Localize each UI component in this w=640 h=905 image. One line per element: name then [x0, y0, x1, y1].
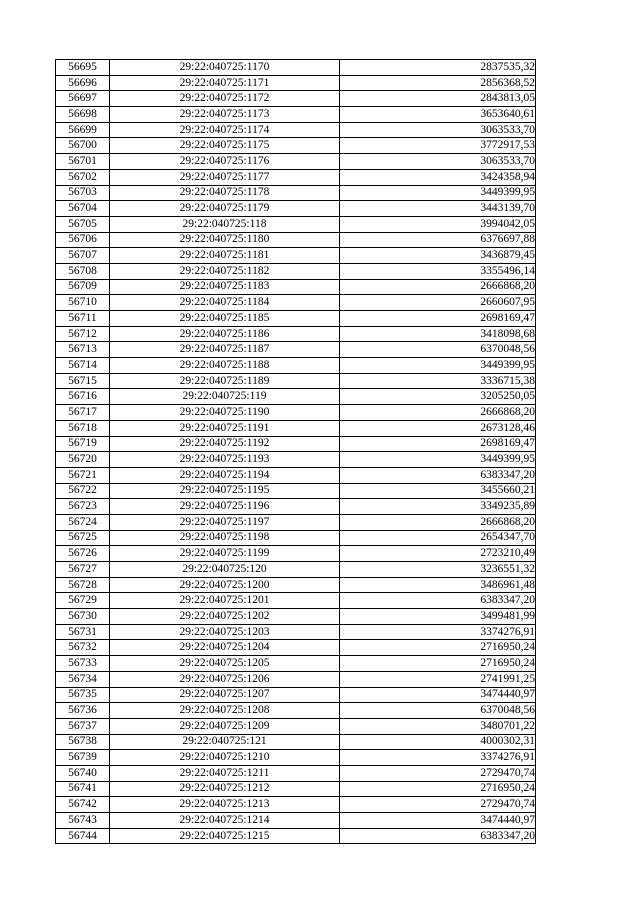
cadastral-number-cell: 29:22:040725:1212: [110, 781, 340, 797]
table-row: [56, 656, 536, 672]
cadastral-number-cell: 29:22:040725:1208: [110, 703, 340, 719]
cadastral-number-cell: 29:22:040725:120: [110, 562, 340, 578]
value-cell: 2654347,70: [340, 530, 536, 546]
row-number-cell: 56732: [56, 640, 110, 656]
row-number-cell: 56706: [56, 232, 110, 248]
cadastral-number-cell: 29:22:040725:1198: [110, 530, 340, 546]
value-cell: 2856368,52: [340, 75, 536, 91]
value-cell: 3205250,05: [340, 389, 536, 405]
row-number-cell: 56708: [56, 263, 110, 279]
table-row: [56, 640, 536, 656]
value-cell: 6383347,20: [340, 593, 536, 609]
cadastral-number-cell: 29:22:040725:1195: [110, 483, 340, 499]
table-row: [56, 499, 536, 515]
row-number-cell: 56701: [56, 154, 110, 170]
table-row: [56, 436, 536, 452]
value-cell: 3474440,97: [340, 813, 536, 829]
cadastral-number-cell: 29:22:040725:1173: [110, 107, 340, 123]
cadastral-number-cell: 29:22:040725:1201: [110, 593, 340, 609]
cadastral-number-cell: 29:22:040725:1177: [110, 169, 340, 185]
cadastral-number-cell: 29:22:040725:1192: [110, 436, 340, 452]
row-number-cell: 56695: [56, 60, 110, 76]
value-cell: 2666868,20: [340, 405, 536, 421]
value-cell: 3349235,89: [340, 499, 536, 515]
table-row: [56, 514, 536, 530]
row-number-cell: 56740: [56, 765, 110, 781]
row-number-cell: 56723: [56, 499, 110, 515]
row-number-cell: 56697: [56, 91, 110, 107]
cadastral-number-cell: 29:22:040725:1199: [110, 546, 340, 562]
cadastral-number-cell: 29:22:040725:1205: [110, 656, 340, 672]
table-row: [56, 248, 536, 264]
value-cell: 3443139,70: [340, 201, 536, 217]
table-row: [56, 60, 536, 76]
table-row: [56, 138, 536, 154]
cadastral-number-cell: 29:22:040725:1171: [110, 75, 340, 91]
cadastral-number-cell: 29:22:040725:1214: [110, 813, 340, 829]
row-number-cell: 56738: [56, 734, 110, 750]
value-cell: 3418098,68: [340, 326, 536, 342]
row-number-cell: 56737: [56, 718, 110, 734]
value-cell: 6383347,20: [340, 467, 536, 483]
value-cell: 2843813,05: [340, 91, 536, 107]
table-row: [56, 624, 536, 640]
row-number-cell: 56700: [56, 138, 110, 154]
cadastral-number-cell: 29:22:040725:1202: [110, 609, 340, 625]
table-row: [56, 609, 536, 625]
cadastral-number-cell: 29:22:040725:1204: [110, 640, 340, 656]
table-row: [56, 216, 536, 232]
table-row: [56, 311, 536, 327]
table-row: [56, 185, 536, 201]
table-row: [56, 734, 536, 750]
row-number-cell: 56742: [56, 797, 110, 813]
row-number-cell: 56715: [56, 373, 110, 389]
value-cell: 3355496,14: [340, 263, 536, 279]
table-row: [56, 169, 536, 185]
row-number-cell: 56707: [56, 248, 110, 264]
value-cell: 2698169,47: [340, 436, 536, 452]
value-cell: 2716950,24: [340, 656, 536, 672]
cadastral-number-cell: 29:22:040725:1178: [110, 185, 340, 201]
cadastral-number-cell: 29:22:040725:1174: [110, 122, 340, 138]
value-cell: 3455660,21: [340, 483, 536, 499]
table-row: [56, 279, 536, 295]
table-row: [56, 420, 536, 436]
row-number-cell: 56733: [56, 656, 110, 672]
row-number-cell: 56696: [56, 75, 110, 91]
value-cell: 3653640,61: [340, 107, 536, 123]
row-number-cell: 56724: [56, 514, 110, 530]
table-row: [56, 154, 536, 170]
cadastral-number-cell: 29:22:040725:1184: [110, 295, 340, 311]
cadastral-number-cell: 29:22:040725:1179: [110, 201, 340, 217]
value-cell: 2729470,74: [340, 797, 536, 813]
table-row: [56, 562, 536, 578]
cadastral-number-cell: 29:22:040725:1193: [110, 452, 340, 468]
row-number-cell: 56729: [56, 593, 110, 609]
table-row: [56, 91, 536, 107]
table-row: [56, 577, 536, 593]
value-cell: 3449399,95: [340, 358, 536, 374]
cadastral-number-cell: 29:22:040725:1188: [110, 358, 340, 374]
table-row: [56, 703, 536, 719]
table-row: [56, 405, 536, 421]
value-cell: 3436879,45: [340, 248, 536, 264]
row-number-cell: 56727: [56, 562, 110, 578]
row-number-cell: 56698: [56, 107, 110, 123]
cadastral-number-cell: 29:22:040725:1206: [110, 671, 340, 687]
table-row: [56, 718, 536, 734]
row-number-cell: 56709: [56, 279, 110, 295]
cadastral-number-cell: 29:22:040725:1209: [110, 718, 340, 734]
cadastral-number-cell: 29:22:040725:121: [110, 734, 340, 750]
cadastral-number-cell: 29:22:040725:1197: [110, 514, 340, 530]
cadastral-number-cell: 29:22:040725:1194: [110, 467, 340, 483]
cadastral-number-cell: 29:22:040725:1180: [110, 232, 340, 248]
row-number-cell: 56743: [56, 813, 110, 829]
row-number-cell: 56716: [56, 389, 110, 405]
row-number-cell: 56736: [56, 703, 110, 719]
cadastral-number-cell: 29:22:040725:1181: [110, 248, 340, 264]
value-cell: 4000302,31: [340, 734, 536, 750]
table-row: [56, 201, 536, 217]
value-cell: 2666868,20: [340, 514, 536, 530]
table-row: [56, 750, 536, 766]
row-number-cell: 56722: [56, 483, 110, 499]
cadastral-number-cell: 29:22:040725:1175: [110, 138, 340, 154]
value-cell: 3449399,95: [340, 185, 536, 201]
row-number-cell: 56731: [56, 624, 110, 640]
row-number-cell: 56711: [56, 311, 110, 327]
table-row: [56, 593, 536, 609]
table-row: [56, 342, 536, 358]
value-cell: 2698169,47: [340, 311, 536, 327]
value-cell: 6370048,56: [340, 703, 536, 719]
table-row: [56, 75, 536, 91]
row-number-cell: 56726: [56, 546, 110, 562]
cadastral-number-cell: 29:22:040725:1211: [110, 765, 340, 781]
table-row: [56, 687, 536, 703]
value-cell: 3772917,53: [340, 138, 536, 154]
cadastral-number-cell: 29:22:040725:1189: [110, 373, 340, 389]
cadastral-number-cell: 29:22:040725:1182: [110, 263, 340, 279]
value-cell: 3499481,99: [340, 609, 536, 625]
value-cell: 2716950,24: [340, 640, 536, 656]
cadastral-number-cell: 29:22:040725:1203: [110, 624, 340, 640]
row-number-cell: 56720: [56, 452, 110, 468]
row-number-cell: 56725: [56, 530, 110, 546]
table-row: [56, 765, 536, 781]
cadastral-number-cell: 29:22:040725:1176: [110, 154, 340, 170]
cadastral-number-cell: 29:22:040725:1200: [110, 577, 340, 593]
row-number-cell: 56730: [56, 609, 110, 625]
cadastral-number-cell: 29:22:040725:1210: [110, 750, 340, 766]
table-row: [56, 483, 536, 499]
row-number-cell: 56718: [56, 420, 110, 436]
value-cell: 6370048,56: [340, 342, 536, 358]
value-cell: 3063533,70: [340, 154, 536, 170]
row-number-cell: 56744: [56, 828, 110, 844]
value-cell: 6376697,88: [340, 232, 536, 248]
table-row: [56, 295, 536, 311]
value-cell: 3486961,48: [340, 577, 536, 593]
table-row: [56, 671, 536, 687]
row-number-cell: 56717: [56, 405, 110, 421]
value-cell: 2729470,74: [340, 765, 536, 781]
row-number-cell: 56741: [56, 781, 110, 797]
table-body: [56, 60, 536, 844]
row-number-cell: 56719: [56, 436, 110, 452]
value-cell: 2660607,95: [340, 295, 536, 311]
value-cell: 2716950,24: [340, 781, 536, 797]
cadastral-number-cell: 29:22:040725:1187: [110, 342, 340, 358]
row-number-cell: 56702: [56, 169, 110, 185]
value-cell: 3374276,91: [340, 624, 536, 640]
value-cell: 3474440,97: [340, 687, 536, 703]
table-row: [56, 797, 536, 813]
row-number-cell: 56739: [56, 750, 110, 766]
row-number-cell: 56710: [56, 295, 110, 311]
cadastral-number-cell: 29:22:040725:1215: [110, 828, 340, 844]
value-cell: 3449399,95: [340, 452, 536, 468]
value-cell: 2673128,46: [340, 420, 536, 436]
table-row: [56, 232, 536, 248]
table-row: [56, 781, 536, 797]
row-number-cell: 56714: [56, 358, 110, 374]
cadastral-number-cell: 29:22:040725:1183: [110, 279, 340, 295]
value-cell: 3063533,70: [340, 122, 536, 138]
cadastral-number-cell: 29:22:040725:118: [110, 216, 340, 232]
table-row: [56, 373, 536, 389]
table-row: [56, 813, 536, 829]
row-number-cell: 56721: [56, 467, 110, 483]
table-row: [56, 452, 536, 468]
cadastral-value-table: [55, 59, 536, 844]
row-number-cell: 56699: [56, 122, 110, 138]
table-row: [56, 263, 536, 279]
cadastral-number-cell: 29:22:040725:1196: [110, 499, 340, 515]
value-cell: 3374276,91: [340, 750, 536, 766]
cadastral-number-cell: 29:22:040725:1207: [110, 687, 340, 703]
table-row: [56, 358, 536, 374]
value-cell: 3236551,32: [340, 562, 536, 578]
row-number-cell: 56704: [56, 201, 110, 217]
value-cell: 3424358,94: [340, 169, 536, 185]
row-number-cell: 56712: [56, 326, 110, 342]
value-cell: 6383347,20: [340, 828, 536, 844]
value-cell: 2741991,25: [340, 671, 536, 687]
table-row: [56, 389, 536, 405]
value-cell: 3336715,38: [340, 373, 536, 389]
cadastral-number-cell: 29:22:040725:1190: [110, 405, 340, 421]
table-row: [56, 530, 536, 546]
table-row: [56, 467, 536, 483]
table-row: [56, 326, 536, 342]
table-row: [56, 107, 536, 123]
row-number-cell: 56728: [56, 577, 110, 593]
cadastral-number-cell: 29:22:040725:1186: [110, 326, 340, 342]
cadastral-number-cell: 29:22:040725:1170: [110, 60, 340, 76]
cadastral-number-cell: 29:22:040725:1213: [110, 797, 340, 813]
cadastral-number-cell: 29:22:040725:1172: [110, 91, 340, 107]
row-number-cell: 56705: [56, 216, 110, 232]
value-cell: 3480701,22: [340, 718, 536, 734]
value-cell: 3994042,05: [340, 216, 536, 232]
row-number-cell: 56713: [56, 342, 110, 358]
cadastral-number-cell: 29:22:040725:119: [110, 389, 340, 405]
value-cell: 2837535,32: [340, 60, 536, 76]
cadastral-number-cell: 29:22:040725:1185: [110, 311, 340, 327]
value-cell: 2723210,49: [340, 546, 536, 562]
row-number-cell: 56703: [56, 185, 110, 201]
value-cell: 2666868,20: [340, 279, 536, 295]
table-row: [56, 828, 536, 844]
table-row: [56, 122, 536, 138]
row-number-cell: 56734: [56, 671, 110, 687]
row-number-cell: 56735: [56, 687, 110, 703]
table-row: [56, 546, 536, 562]
cadastral-number-cell: 29:22:040725:1191: [110, 420, 340, 436]
